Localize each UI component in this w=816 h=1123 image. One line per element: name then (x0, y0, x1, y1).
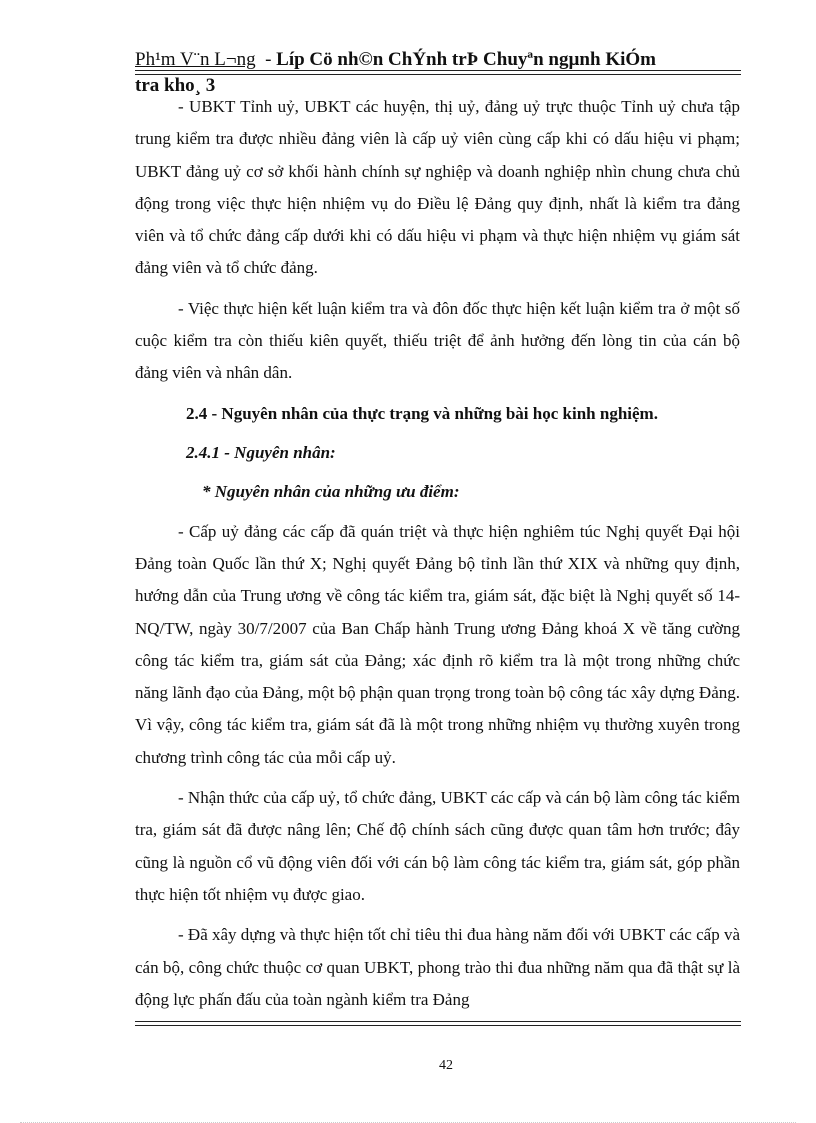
header-author: Ph¹m V¨n L¬ng (135, 49, 256, 70)
page-header (135, 48, 741, 72)
sub-heading-causes-of-strengths (135, 476, 740, 508)
paragraph-1: - UBKT Tỉnh uỷ, UBKT các huyện, thị uỷ, đảng uỷ trực thuộc Tỉnh uỷ chưa tập trung kiểm tra được nhiều đảng viên là cấp uỷ viên cùng cấp khi có dấu hiệu vi phạm; UBKT đảng uỷ cơ sở khối hành chính sự nghiệp và doanh nghiệp nhìn chung chưa chủ động trong việc thực hiện nhiệm vụ do Điều lệ Đảng quy định, nhất là kiểm tra đảng viên và tổ chức đảng cấp dưới khi có dấu hiệu vi phạm và thực hiện nhiệm vụ giám sát đảng viên và tổ chức đảng. (135, 97, 740, 278)
section-heading-2-4-1: 2.4.1 - Nguyên nhân: (186, 442, 336, 462)
header-title-continued: tra kho¸ 3 (135, 75, 216, 96)
page-number: 42 (439, 1058, 453, 1073)
header-line (135, 48, 741, 72)
paragraph-3: - Cấp uỷ đảng các cấp đã quán triệt và thực hiện nghiêm túc Nghị quyết Đại hội Đảng toàn Quốc lần thứ X; Nghị quyết Đảng bộ tỉnh lần thứ XIX và những quy định, hướng dẫn của Trung ương về công tác kiểm tra, giám sát, đặc biệt là Nghị quyết số 14- NQ/TW, ngày 30/7/2007 của Ban Chấp hành Trung ương Đảng khoá X về tăng cường công tác kiểm tra, giám sát của Đảng; xác định rõ kiểm tra là một trong những chức năng lãnh đạo của Đảng, một bộ phận quan trọng trong toàn bộ công tác xây dựng Đảng. Vì vậy, công tác kiểm tra, giám sát đã là một trong những nhiệm vụ thường xuyên trong chương trình công tác của mỗi cấp uỷ. (135, 521, 740, 767)
sub-heading-bullet: * (202, 481, 215, 501)
paragraph-4: - Nhận thức của cấp uỷ, tổ chức đảng, UBKT các cấp và cán bộ làm công tác kiểm tra, giám sát đã được nâng lên; Chế độ chính sách cũng được quan tâm hơn trước; đây cũng là nguồn cổ vũ động viên đối với cán bộ làm công tác kiểm tra, giám sát, góp phần thực hiện tốt nhiệm vụ được giao. (135, 788, 740, 904)
header-title: Líp Cö nh©n ChÝnh trÞ Chuyªn ngµnh KiÓm (276, 49, 656, 70)
header-separator: - (255, 49, 277, 70)
document-body (135, 91, 740, 1016)
paragraph-5: - Đã xây dựng và thực hiện tốt chỉ tiêu thi đua hàng năm đối với UBKT các cấp và cán bộ, công chức thuộc cơ quan UBKT, phong trào thi đua những năm qua đã thật sự là động lực phấn đấu của toàn ngành kiểm tra Đảng (135, 925, 740, 1009)
section-heading-2-4: 2.4 - Nguyên nhân của thực trạng và những bài học kinh nghiệm. (186, 403, 658, 423)
paragraph-2: - Việc thực hiện kết luận kiểm tra và đôn đốc thực hiện kết luận kiểm tra ở một số cuộc kiểm tra còn thiếu kiên quyết, thiếu triệt để ảnh hưởng đến lòng tin của cán bộ đảng viên và nhân dân. (135, 298, 740, 383)
footer-rule (135, 1021, 741, 1026)
header-rule (135, 70, 741, 75)
sub-heading-text: Nguyên nhân của những ưu điểm: (214, 481, 460, 501)
